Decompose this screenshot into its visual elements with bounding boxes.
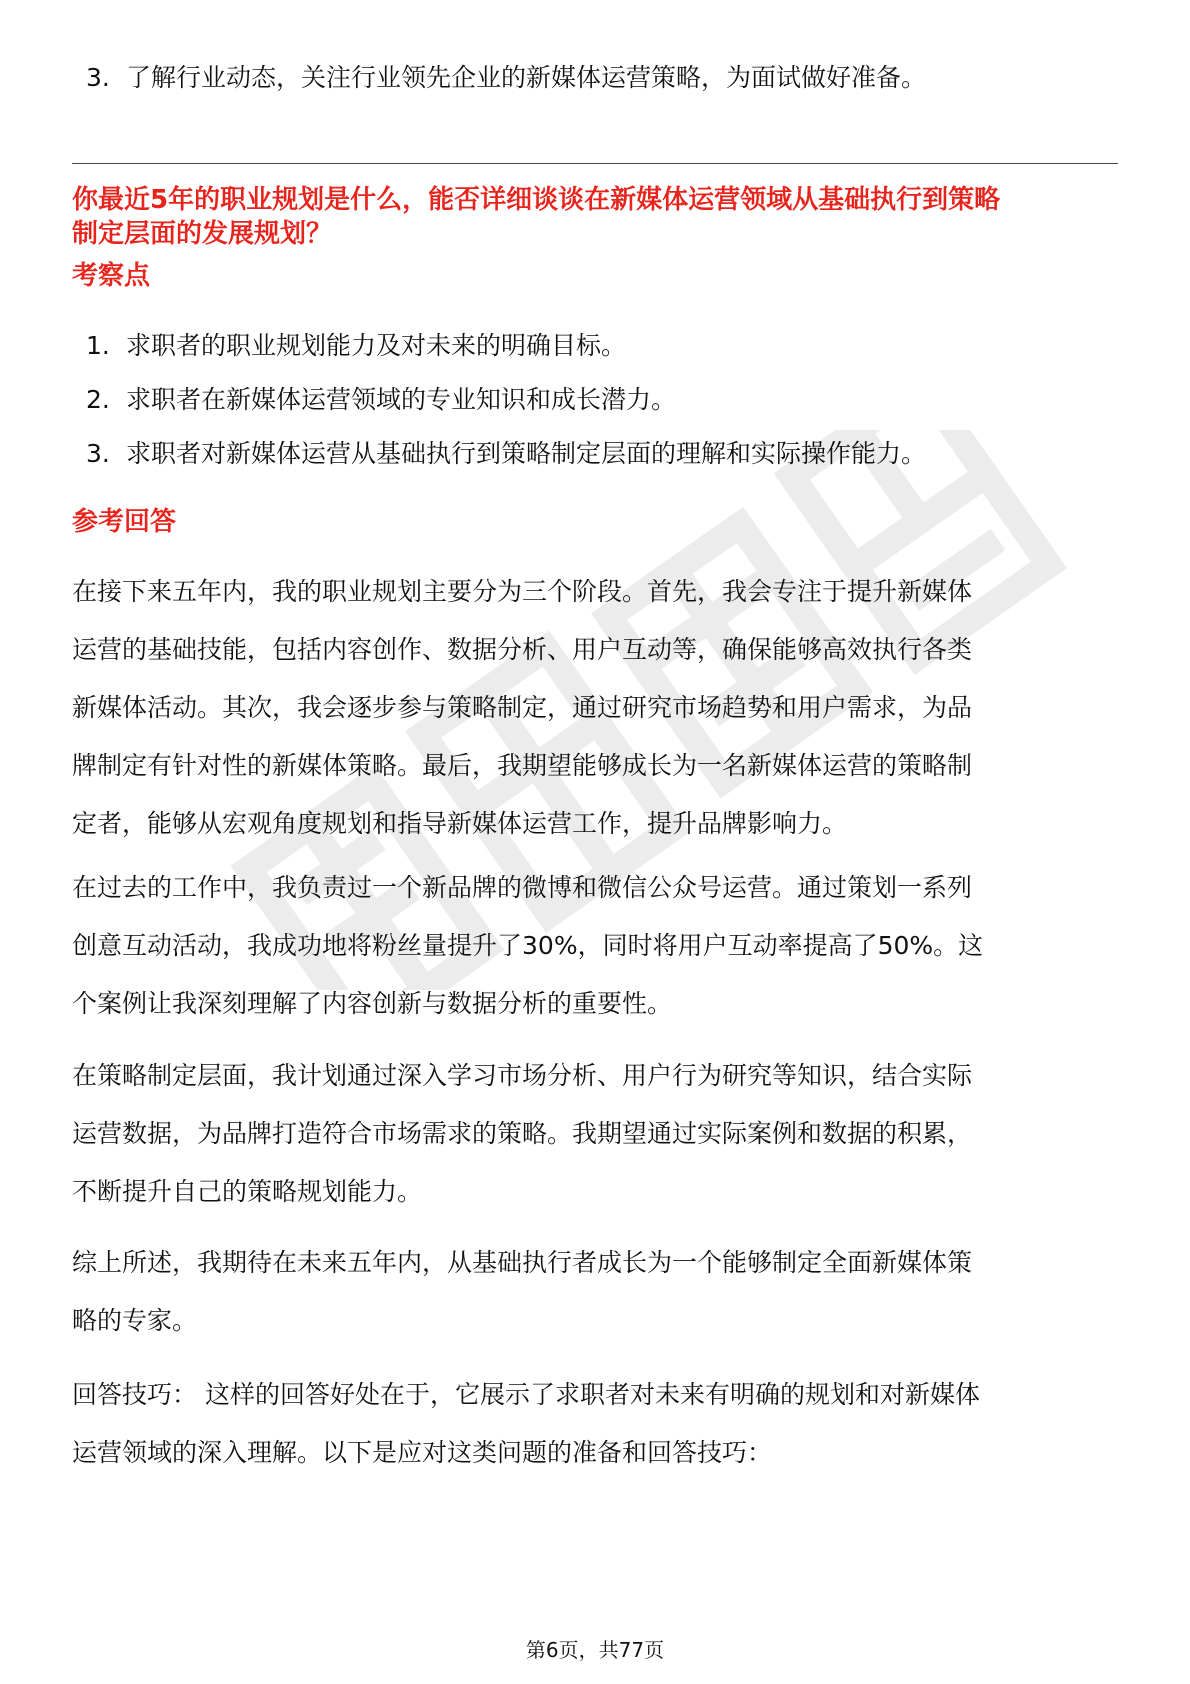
answer-paragraph — [72, 1234, 1122, 1350]
list-item-top — [86, 58, 926, 98]
paragraph-line: 综上所述，我期待在未来五年内，从基础执行者成长为一个能够制定全面新媒体策 — [72, 1248, 973, 1277]
paragraph-line: 在过去的工作中，我负责过一个新品牌的微博和微信公众号运营。通过策划一系列 — [72, 873, 973, 902]
paragraph-line: 牌制定有针对性的新媒体策略。最后，我期望能够成长为一名新媒体运营的策略制 — [72, 751, 973, 780]
paragraph-line: 运营领域的深入理解。以下是应对这类问题的准备和回答技巧： — [72, 1438, 773, 1467]
reference-answer-heading: 参考回答 — [72, 507, 177, 537]
answer-paragraph — [72, 563, 1122, 853]
list-item-number: 1. — [86, 331, 110, 360]
list-item — [86, 434, 926, 474]
question-line: 你最近5年的职业规划是什么，能否详细谈谈在新媒体运营领域从基础执行到策略 — [72, 185, 1001, 215]
paragraph-line: 运营数据，为品牌打造符合市场需求的策略。我期望通过实际案例和数据的积累， — [72, 1119, 973, 1148]
answer-paragraph — [72, 859, 1122, 1033]
list-item — [86, 326, 626, 366]
list-item-text: 了解行业动态，关注行业领先企业的新媒体运营策略，为面试做好准备。 — [126, 63, 927, 92]
paragraph-line: 回答技巧： 这样的回答好处在于，它展示了求职者对未来有明确的规划和对新媒体 — [72, 1380, 980, 1409]
section-divider — [72, 163, 1118, 164]
list-item-text: 求职者对新媒体运营从基础执行到策略制定层面的理解和实际操作能力。 — [126, 439, 927, 468]
paragraph-line: 略的专家。 — [72, 1306, 198, 1335]
answer-paragraph — [72, 1047, 1122, 1221]
paragraph-line: 运营的基础技能，包括内容创作、数据分析、用户互动等，确保能够高效执行各类 — [72, 635, 973, 664]
paragraph-line: 新媒体活动。其次，我会逐步参与策略制定，通过研究市场趋势和用户需求，为品 — [72, 693, 973, 722]
paragraph-line: 个案例让我深刻理解了内容创新与数据分析的重要性。 — [72, 989, 673, 1018]
list-item-text: 求职者的职业规划能力及对未来的明确目标。 — [126, 331, 627, 360]
paragraph-line: 定者，能够从宏观角度规划和指导新媒体运营工作，提升品牌影响力。 — [72, 809, 848, 838]
paragraph-line: 创意互动活动，我成功地将粉丝量提升了30%，同时将用户互动率提高了50%。这 — [72, 931, 984, 960]
list-item-number: 3. — [86, 63, 110, 92]
answer-tips-paragraph — [72, 1366, 1122, 1482]
paragraph-line: 在接下来五年内，我的职业规划主要分为三个阶段。首先，我会专注于提升新媒体 — [72, 577, 973, 606]
list-item-text: 求职者在新媒体运营领域的专业知识和成长潜力。 — [126, 385, 677, 414]
question-line: 制定层面的发展规划？ — [72, 219, 333, 249]
paragraph-line: 不断提升自己的策略规划能力。 — [72, 1177, 423, 1206]
list-item-number: 3. — [86, 439, 110, 468]
exam-points-heading: 考察点 — [72, 261, 151, 291]
list-item-number: 2. — [86, 385, 110, 414]
list-item — [86, 380, 676, 420]
paragraph-line: 在策略制定层面，我计划通过深入学习市场分析、用户行为研究等知识，结合实际 — [72, 1061, 973, 1090]
page-number: 第6页，共77页 — [525, 1638, 665, 1662]
question-heading — [72, 183, 1132, 251]
